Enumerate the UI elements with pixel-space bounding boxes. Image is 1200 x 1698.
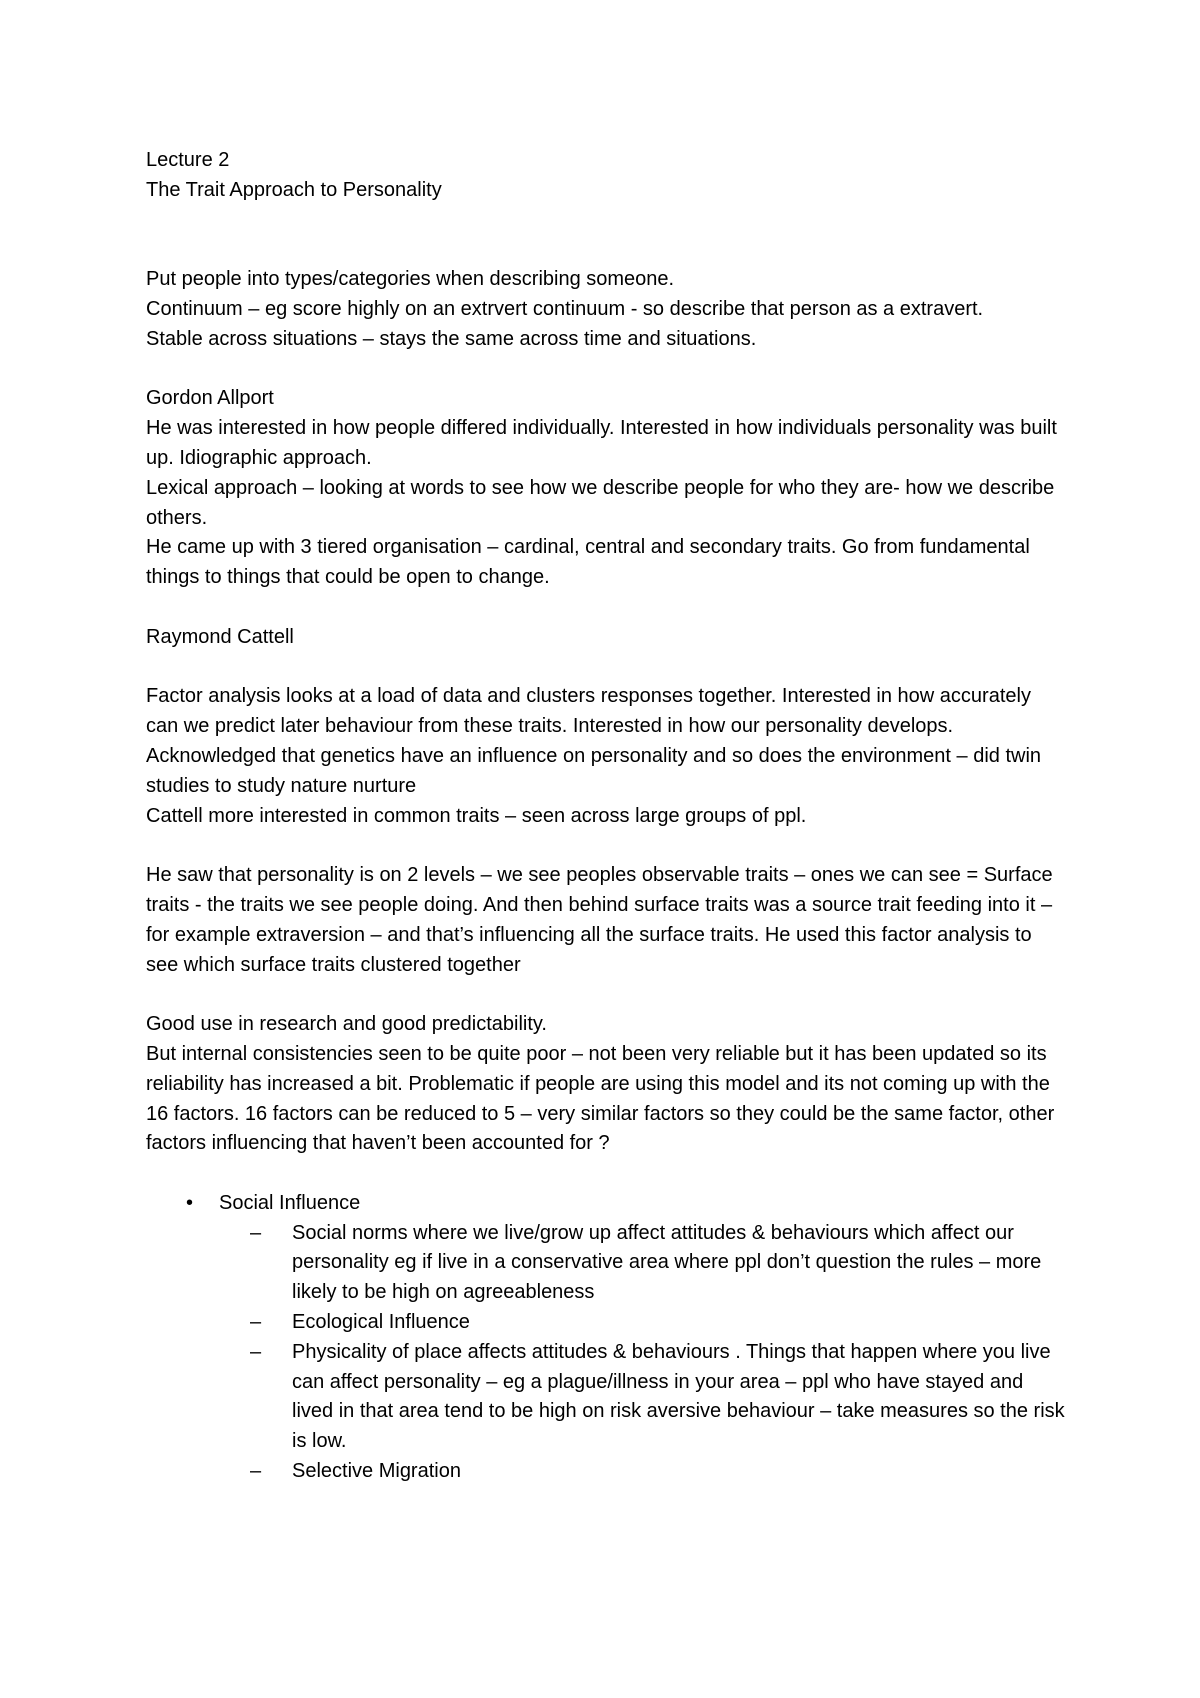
sub-item	[219, 1219, 1066, 1308]
allport-paragraph: He came up with 3 tiered organisation – cardinal, central and secondary traits. Go from fundamental things to things that could be open to change.	[146, 536, 1030, 589]
dash-icon: –	[250, 1311, 262, 1334]
spacer	[146, 831, 1066, 861]
allport-paragraph: He was interested in how people differed individually. Interested in how individuals personality was built up. Idiographic approach.	[146, 417, 1057, 469]
sub-item-text: Ecological Influence	[292, 1311, 470, 1334]
cattell-paragraph: Factor analysis looks at a load of data and clusters responses together. Interested in how accurately can we predict later behaviour from these traits. Interested in how our personality develops. Acknowledged that genetics have an influence on personality and so does the environment – did twin studies to study nature nurture	[146, 685, 1042, 797]
sub-item-text: Physicality of place affects attitudes & behaviours . Things that happen where you live can affect personality – eg a plague/illness in your area – ppl who have stayed and lived in that area tend to be high on risk aversive behaviour – take measures so the risk is low.	[292, 1340, 1065, 1453]
bullet-label: Social Influence	[219, 1191, 361, 1214]
cattell-paragraph: Cattell more interested in common traits – seen across large groups of ppl.	[146, 804, 807, 827]
bullet-list	[146, 1189, 1066, 1487]
cattell-heading: Raymond Cattell	[146, 625, 294, 648]
dash-icon: –	[250, 1340, 262, 1363]
bullet-item	[146, 1189, 1066, 1487]
dash-icon: –	[250, 1221, 262, 1244]
spacer	[146, 653, 1066, 683]
lecture-number: Lecture 2	[146, 149, 230, 171]
spacer	[146, 355, 1066, 385]
intro-line: Put people into types/categories when describing someone.	[146, 268, 675, 291]
allport-paragraph: Lexical approach – looking at words to see how we describe people for who they are- how we describe others.	[146, 476, 1055, 529]
document-body	[146, 146, 1066, 1487]
spacer	[146, 1159, 1066, 1189]
spacer	[146, 593, 1066, 623]
cattell-paragraph: He saw that personality is on 2 levels – we see peoples observable traits – ones we can see = Surface traits - the traits we see people doing. And then behind surface traits was a source trait feeding into it – for example extraversion – and that’s influencing all the surface traits. He used this factor analysis to see which surface traits clustered together	[146, 864, 1053, 976]
cattell-paragraph: Good use in research and good predictability.	[146, 1013, 547, 1036]
sub-item-text: Selective Migration	[292, 1460, 461, 1483]
sub-item	[219, 1308, 1066, 1338]
allport-heading: Gordon Allport	[146, 387, 274, 410]
sub-list	[219, 1219, 1066, 1487]
page-title: The Trait Approach to Personality	[146, 178, 442, 201]
sub-item-text: Social norms where we live/grow up affect attitudes & behaviours which affect our personality eg if live in a conservative area where ppl don’t question the rules – more likely to be high on agreeableness	[292, 1221, 1042, 1304]
sub-item	[219, 1338, 1066, 1457]
sub-item	[219, 1457, 1066, 1487]
intro-line: Continuum – eg score highly on an extrvert continuum - so describe that person as a extravert.	[146, 297, 984, 320]
bullet-dot-icon: •	[186, 1191, 194, 1214]
cattell-paragraph: But internal consistencies seen to be quite poor – not been very reliable but it has been updated so its reliability has increased a bit. Problematic if people are using this model and its not coming up with the 16 factors. 16 factors can be reduced to 5 – very similar factors so they could be the same factor, other factors influencing that haven’t been accounted for ?	[146, 1042, 1055, 1155]
spacer	[146, 206, 1066, 266]
dash-icon: –	[250, 1460, 262, 1483]
intro-line: Stable across situations – stays the same across time and situations.	[146, 327, 757, 350]
spacer	[146, 980, 1066, 1010]
